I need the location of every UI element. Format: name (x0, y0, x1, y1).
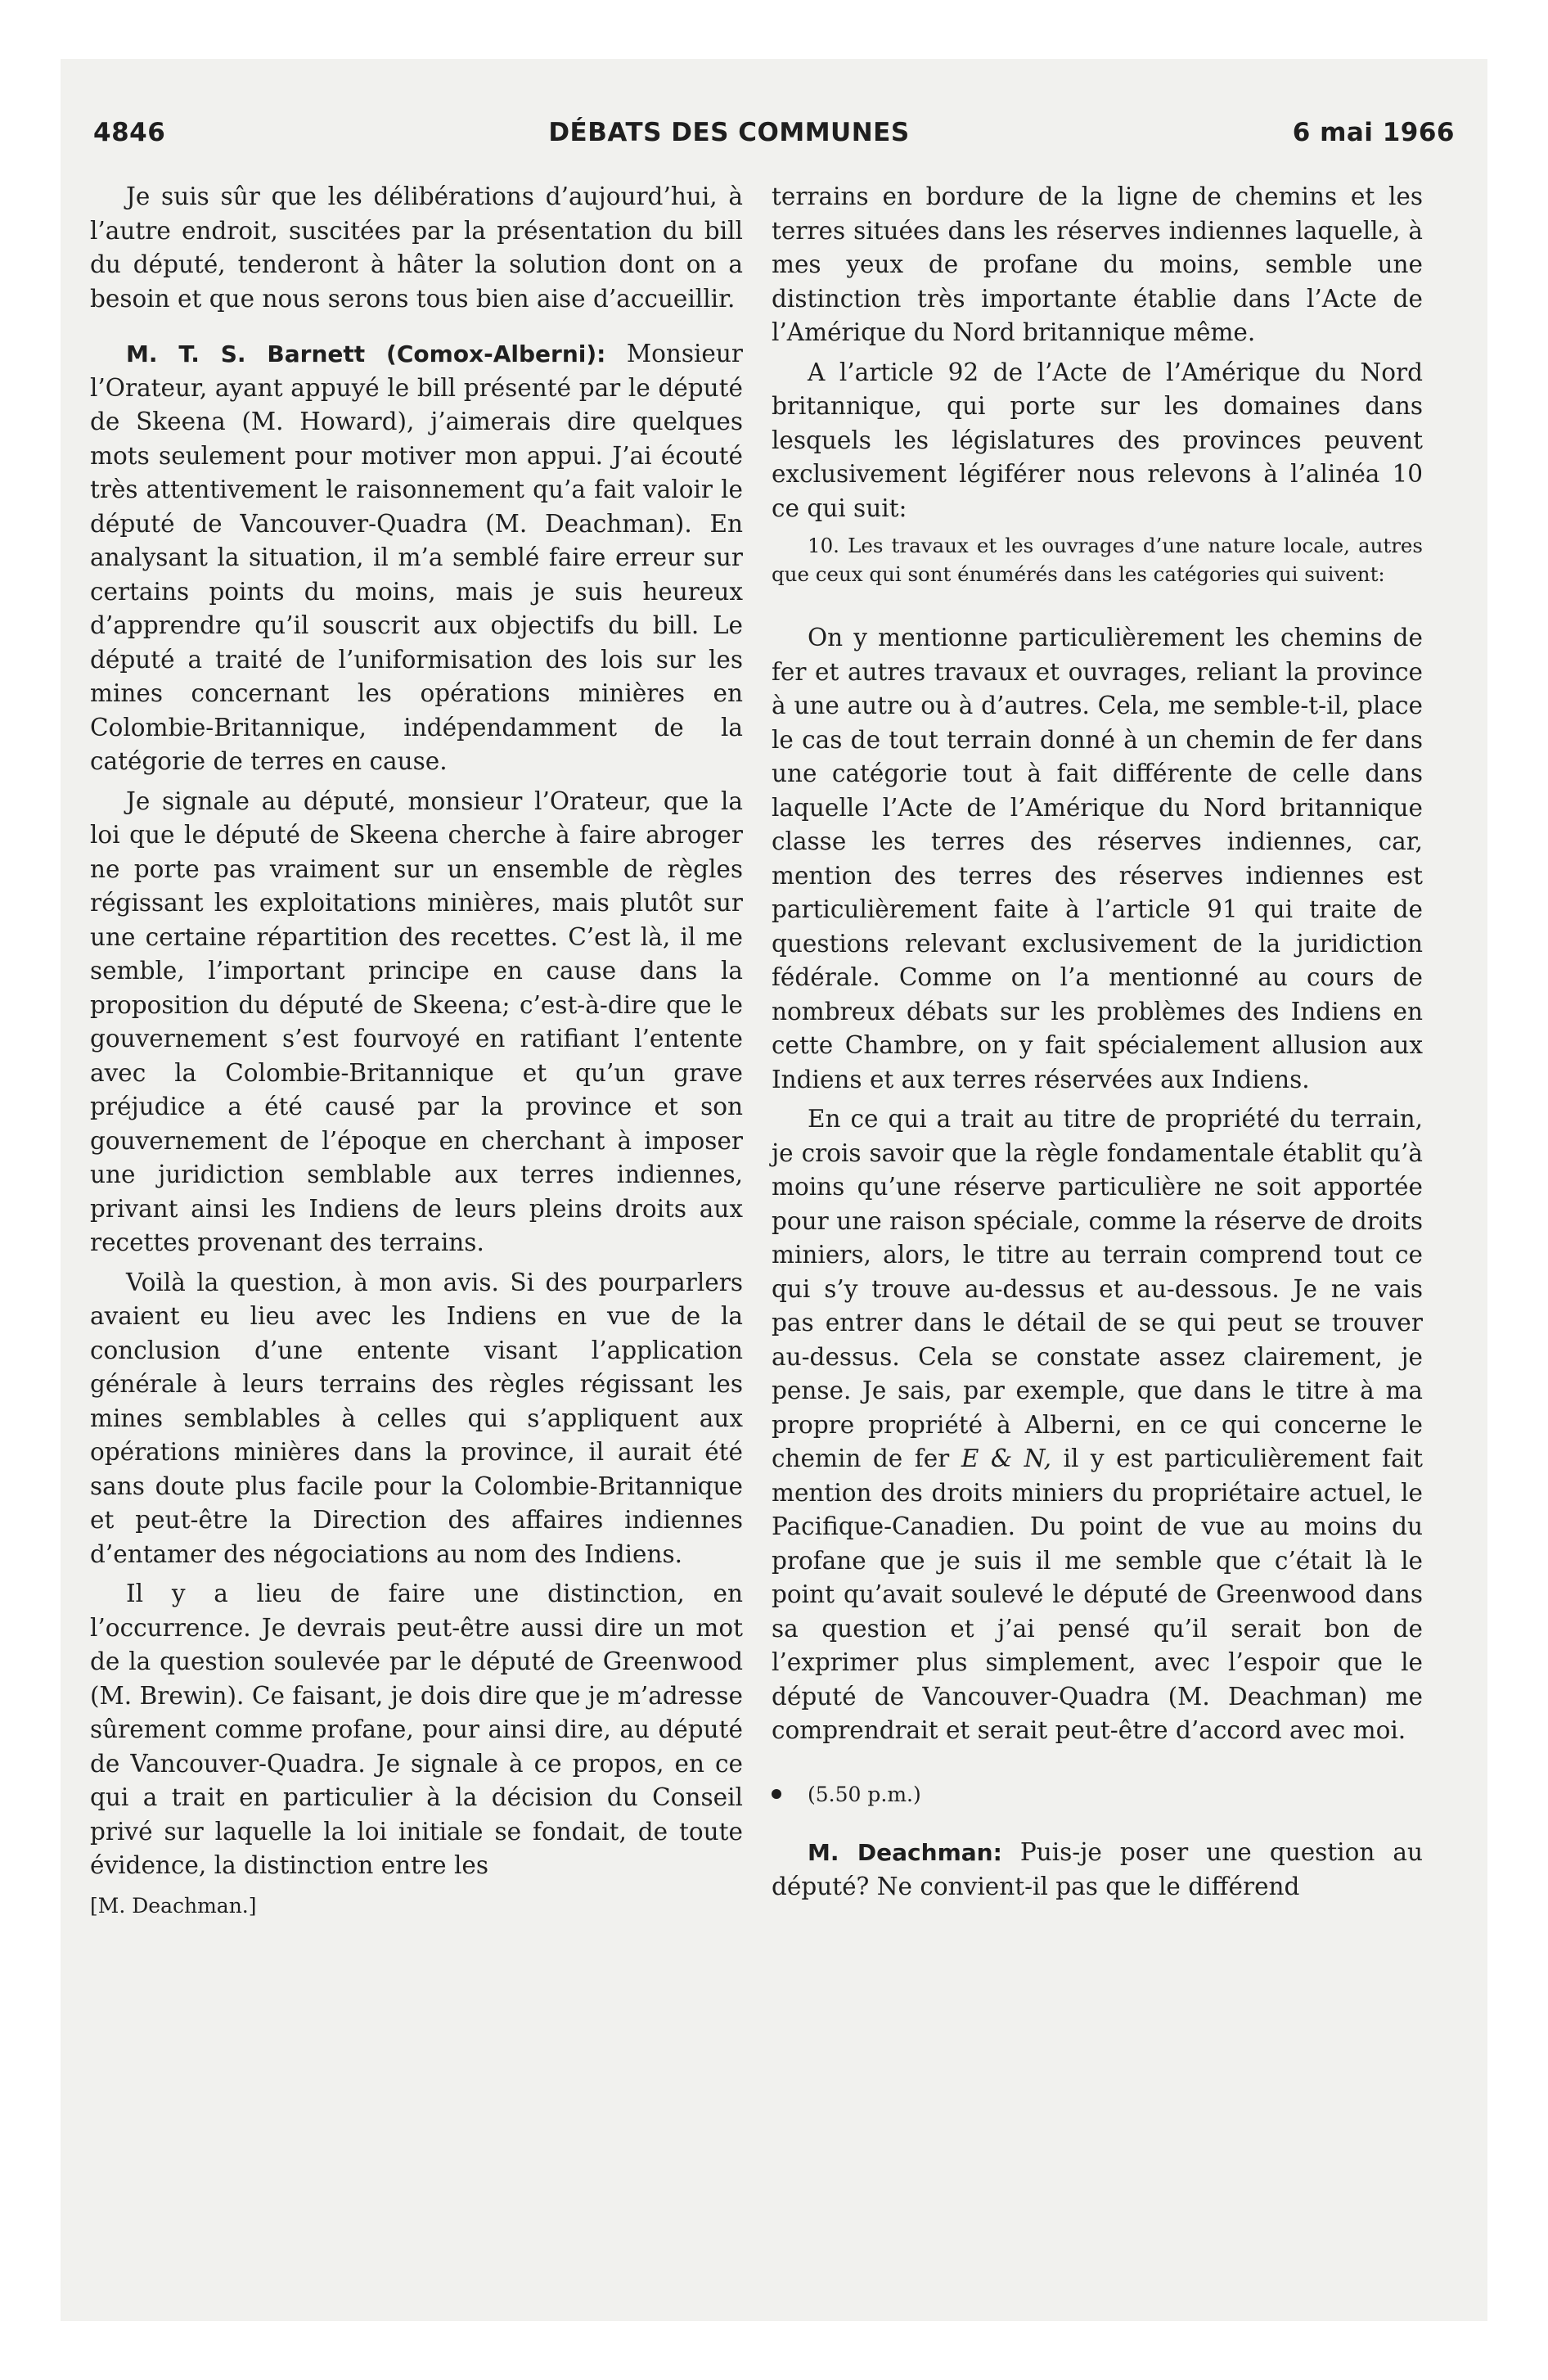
speaker-name: M. T. S. Barnett (Comox-Alberni): (126, 340, 606, 367)
page-number: 4846 (93, 118, 166, 147)
quoted-text: 10. Les travaux et les ouvrages d’une nature locale, autres que ceux qui sont énumérés dans les catégories qui suivent: (772, 534, 1423, 586)
paragraph: On y mentionne particulièrement les chemins de fer et autres travaux et ouvrages, reliant la province à une autre ou à d’autres. Cela, me semble-t-il, place le cas de tout terrain donné à un chemin de fer dans une catégorie tout à fait différente de celle dans laquelle l’Acte de l’Amérique du Nord britannique classe les terres des réserves indiennes, car, mention des terres des réserves indiennes est particulièrement faite à l’article 91 qui traite de questions relevant exclusivement de la juridiction fédérale. Comme on l’a mentionné au cours de nombreux débats sur les problèmes des Indiens en cette Chambre, on y fait spécialement allusion aux Indiens et aux terres réservées aux Indiens. (772, 624, 1423, 1093)
time-text: (5.50 p.m.) (808, 1782, 921, 1806)
page-title: DÉBATS DES COMMUNES (548, 118, 910, 147)
paragraph: terrains en bordure de la ligne de chemins et les terres situées dans les réserves indiennes laquelle, à mes yeux de profane du moins, semble une distinction très importante établie dans l’Acte de l’Amérique du Nord britannique même. (772, 183, 1423, 346)
paragraph (772, 1102, 1423, 1748)
speech-paragraph (772, 1836, 1423, 1904)
speech-text: Puis-je poser une question au député? Ne convient-il pas que le différend (772, 1838, 1423, 1900)
page-date: 6 mai 1966 (1292, 118, 1455, 147)
right-column (772, 180, 1423, 1909)
speech-text: Monsieur l’Orateur, ayant appuyé le bill présenté par le député de Skeena (M. Howard), j’aimerais dire quelques mots seulement pour motiver mon appui. J’ai écouté très attentivement le raisonnement qu’a fait valoir le député de Vancouver-Quadra (M. Deachman). En analysant la situation, il m’a semblé faire erreur sur certains points du moins, mais je suis heureux d’apprendre qu’il souscrit aux objectifs du bill. Le député a traité de l’uniformisation des lois sur les mines concernant les opérations minières en Colombie-Britannique, indépendamment de la catégorie de terres en cause. (90, 340, 743, 775)
paragraph: Je suis sûr que les délibérations d’aujourd’hui, à l’autre endroit, suscitées par la présentation du bill du député, tenderont à hâter la solution dont on a besoin et que nous serons tous bien aise d’accueillir. (90, 183, 743, 313)
bullet-icon (772, 1789, 781, 1799)
paragraph: Je signale au député, monsieur l’Orateur, que la loi que le député de Skeena cherche à faire abroger ne porte pas vraiment sur un ensemble de règles régissant les exploitations minières, mais plutôt sur une certaine répartition des recettes. C’est là, il me semble, l’important principe en cause dans la proposition du député de Skeena; c’est-à-dire que le gouvernement s’est fourvoyé en ratifiant l’entente avec la Colombie-Britannique et qu’un grave préjudice a été causé par la province et son gouvernement de l’époque en cherchant à imposer une juridiction semblable aux terres indiennes, privant ainsi les Indiens de leurs pleins droits aux recettes provenant des terrains. (90, 787, 743, 1256)
speaker-footer-tag: [M. Deachman.] (90, 1893, 257, 1918)
paragraph-text: il y est particulièrement fait mention des droits miniers du propriétaire actuel, le Pacifique-Canadien. Du point de vue au moins du profane que je suis il me semble que c’était là le point qu’avait soulevé le député de Greenwood dans sa question et j’ai pensé qu’il serait bon de l’exprimer plus simplement, avec l’espoir que le député de Vancouver-Quadra (M. Deachman) me comprendrait et serait peut-être d’accord avec moi. (772, 1445, 1423, 1744)
speaker-name: M. Deachman: (808, 1839, 1002, 1866)
time-marker (772, 1778, 1423, 1812)
paragraph: Voilà la question, à mon avis. Si des pourparlers avaient eu lieu avec les Indiens en vue de la conclusion d’une entente visant l’application générale à leurs terrains des règles régissant les mines semblables à celles qui s’appliquent aux opérations minières dans la province, il aurait été sans doute plus facile pour la Colombie-Britannique et peut-être la Direction des affaires indiennes d’entamer des négociations au nom des Indiens. (90, 1268, 743, 1568)
page-header (61, 61, 1487, 147)
paragraph-text: En ce qui a trait au titre de propriété du terrain, je crois savoir que la règle fondamentale établit qu’à moins qu’une réserve particulière ne soit apportée pour une raison spéciale, comme la réserve de droits miniers, alors, le titre au terrain comprend tout ce qui s’y trouve au-dessus et au-dessous. Je ne vais pas entrer dans le détail de se qui peut se trouver au-dessus. Cela se constate assez clairement, je pense. Je sais, par exemple, que dans le titre à ma propre propriété à Alberni, en ce qui concerne le chemin de fer (772, 1105, 1423, 1472)
left-column (90, 180, 743, 1922)
paragraph: A l’article 92 de l’Acte de l’Amérique du Nord britannique, qui porte sur les domaines dans lesquels les législatures des provinces peuvent exclusivement légiférer nous relevons à l’alinéa 10 ce qui suit: (772, 358, 1423, 522)
paragraph: Il y a lieu de faire une distinction, en l’occurrence. Je devrais peut-être aussi dire un mot de la question soulevée par le député de Greenwood (M. Brewin). Ce faisant, je dois dire que je m’adresse sûrement comme profane, pour ainsi dire, au député de Vancouver-Quadra. Je signale à ce propos, en ce qui a trait en particulier à la décision du Conseil privé sur laquelle la loi initiale se fondait, de toute évidence, la distinction entre les (90, 1580, 743, 1879)
speech-paragraph (90, 337, 743, 779)
railway-name: E & N, (961, 1445, 1051, 1472)
